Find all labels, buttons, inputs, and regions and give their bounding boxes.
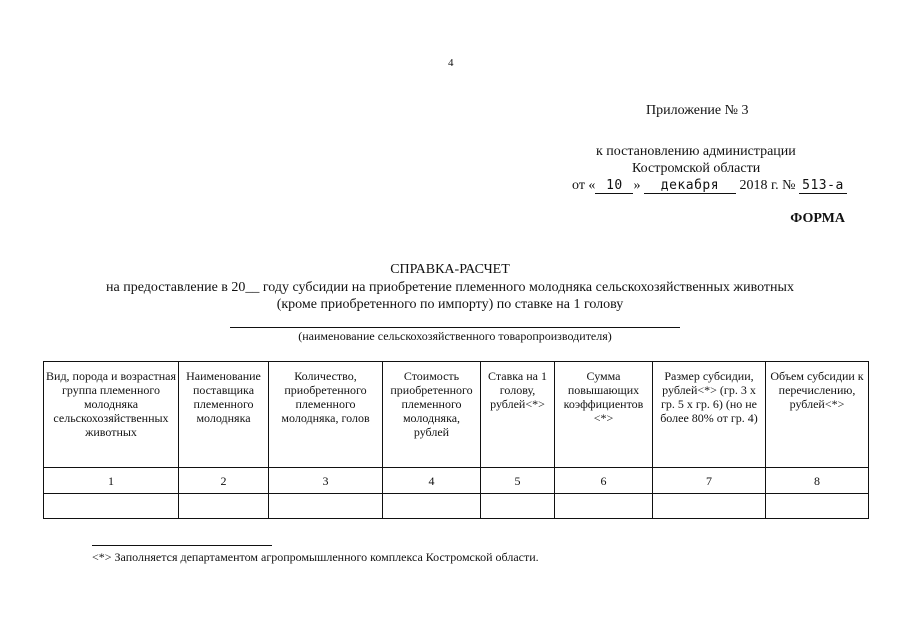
form-label: ФОРМА [790, 211, 845, 226]
table-header-cell: Наименование поставщика племенного молодняка [179, 362, 269, 468]
column-number: 6 [555, 468, 653, 494]
table-cell [766, 494, 869, 519]
page-number: 4 [448, 57, 454, 69]
appendix-label: Приложение № 3 [646, 103, 749, 118]
decree-number: 513-а [799, 178, 847, 194]
table-header-cell: Ставка на 1 голову, рублей<*> [481, 362, 555, 468]
document-subtitle-1: на предоставление в 20__ году субсидии на приобретение племенного молодняка сельскохозяйственных животных [106, 280, 794, 295]
table-cell [383, 494, 481, 519]
column-number: 4 [383, 468, 481, 494]
table-header-cell: Размер субсидии, рублей<*> (гр. 3 х гр. 5 х гр. 6) (но не более 80% от гр. 4) [653, 362, 766, 468]
table-header-cell: Сумма повышающих коэффициентов <*> [555, 362, 653, 468]
decree-year: 2018 г. № [739, 178, 796, 193]
column-number: 1 [44, 468, 179, 494]
decree-date-line [572, 178, 847, 194]
table-header-row [44, 362, 869, 468]
table-number-row [44, 468, 869, 494]
column-number: 8 [766, 468, 869, 494]
table-cell [269, 494, 383, 519]
column-number: 2 [179, 468, 269, 494]
footnote-divider [92, 545, 272, 546]
table-cell [44, 494, 179, 519]
table-cell [481, 494, 555, 519]
table-cell [179, 494, 269, 519]
table-header-cell: Количество, приобретенного племенного молодняка, голов [269, 362, 383, 468]
table-header-cell: Вид, порода и возрастная группа племенного молодняка сельскохозяйственных животных [44, 362, 179, 468]
footnote: <*> Заполняется департаментом агропромышленного комплекса Костромской области. [92, 550, 539, 564]
decree-day: 10 [595, 178, 633, 194]
calculation-table [43, 361, 869, 519]
column-number: 7 [653, 468, 766, 494]
decree-date-sep: » [633, 178, 641, 193]
decree-date-prefix: от « [572, 178, 596, 193]
table-cell [653, 494, 766, 519]
table-empty-row [44, 494, 869, 519]
decree-month: декабря [644, 178, 736, 194]
document-subtitle-2: (кроме приобретенного по импорту) по ставке на 1 голову [276, 297, 624, 312]
decree-line-1: к постановлению администрации [596, 144, 796, 159]
column-number: 3 [269, 468, 383, 494]
table-header-cell: Объем субсидии к перечислению, рублей<*> [766, 362, 869, 468]
producer-caption: (наименование сельскохозяйственного товаропроизводителя) [298, 329, 612, 343]
document-title: СПРАВКА-РАСЧЕТ [390, 262, 510, 277]
column-number: 5 [481, 468, 555, 494]
producer-name-line [230, 327, 680, 328]
table-cell [555, 494, 653, 519]
decree-line-2: Костромской области [632, 161, 761, 176]
table-header-cell: Стоимость приобретенного племенного молодняка, рублей [383, 362, 481, 468]
